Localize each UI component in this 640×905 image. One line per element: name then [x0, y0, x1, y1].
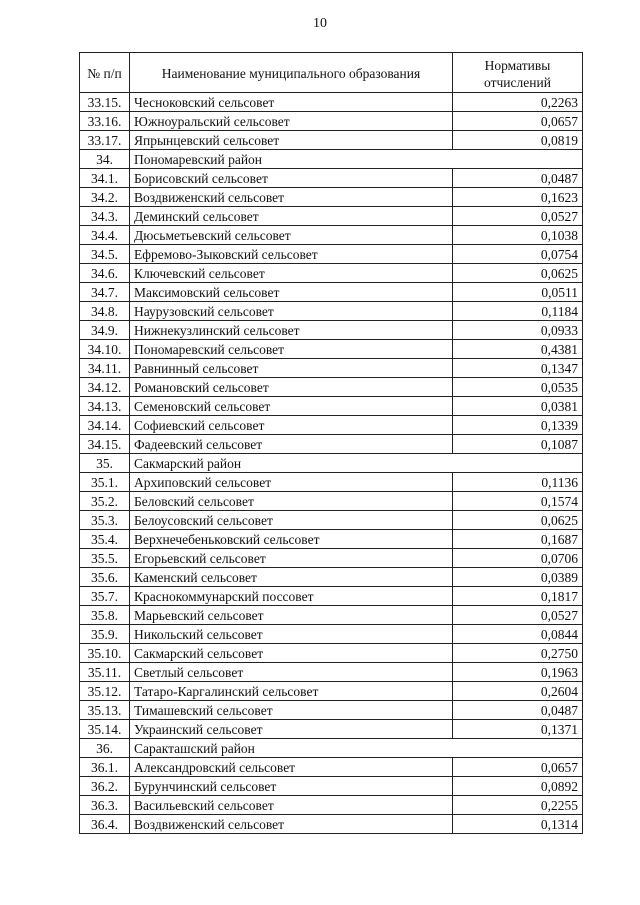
row-number: 34.3.: [80, 207, 130, 226]
municipality-name: Равнинный сельсовет: [130, 359, 453, 378]
norm-value: [453, 454, 583, 473]
norm-value: 0,2255: [453, 796, 583, 815]
municipality-name: Семеновский сельсовет: [130, 397, 453, 416]
norm-value: 0,0657: [453, 112, 583, 131]
header-row: [80, 53, 583, 93]
row-number: 35.7.: [80, 587, 130, 606]
norm-value: 0,0527: [453, 606, 583, 625]
row-number: 34.7.: [80, 283, 130, 302]
row-number: 34.1.: [80, 169, 130, 188]
municipality-name: Александровский сельсовет: [130, 758, 453, 777]
norm-value: 0,0657: [453, 758, 583, 777]
municipality-name: Белоусовский сельсовет: [130, 511, 453, 530]
municipality-name: Борисовский сельсовет: [130, 169, 453, 188]
row-number: 33.17.: [80, 131, 130, 150]
table-row: [80, 568, 583, 587]
row-number: 34.4.: [80, 226, 130, 245]
norm-value: 0,1817: [453, 587, 583, 606]
table-row: [80, 226, 583, 245]
norm-value: 0,1963: [453, 663, 583, 682]
municipality-name: Ключевский сельсовет: [130, 264, 453, 283]
table-row: [80, 359, 583, 378]
municipality-name: Софиевский сельсовет: [130, 416, 453, 435]
municipality-name: Ефремово-Зыковский сельсовет: [130, 245, 453, 264]
norm-value: 0,1087: [453, 435, 583, 454]
table-row: [80, 587, 583, 606]
table-row: [80, 207, 583, 226]
row-number: 34.15.: [80, 435, 130, 454]
norm-value: 0,0389: [453, 568, 583, 587]
municipality-name: Архиповский сельсовет: [130, 473, 453, 492]
row-number: 33.15.: [80, 93, 130, 112]
table-row: [80, 397, 583, 416]
page-number: 10: [313, 16, 327, 31]
district-name: Пономаревский район: [130, 150, 453, 169]
municipality-name: Воздвиженский сельсовет: [130, 188, 453, 207]
norm-value: 0,0819: [453, 131, 583, 150]
table-row: [80, 530, 583, 549]
district-name: Сакмарский район: [130, 454, 453, 473]
norm-value: 0,1371: [453, 720, 583, 739]
municipality-name: Каменский сельсовет: [130, 568, 453, 587]
municipality-name: Татаро-Каргалинский сельсовет: [130, 682, 453, 701]
table-row: [80, 169, 583, 188]
row-number: 34.11.: [80, 359, 130, 378]
municipality-name: Украинский сельсовет: [130, 720, 453, 739]
norm-value: 0,0511: [453, 283, 583, 302]
municipality-name: Романовский сельсовет: [130, 378, 453, 397]
municipality-name: Васильевский сельсовет: [130, 796, 453, 815]
row-number: 36.2.: [80, 777, 130, 796]
table-row: [80, 188, 583, 207]
municipality-name: Марьевский сельсовет: [130, 606, 453, 625]
municipality-name: Никольский сельсовет: [130, 625, 453, 644]
table-row: [80, 378, 583, 397]
norm-value: 0,4381: [453, 340, 583, 359]
row-number: 35.1.: [80, 473, 130, 492]
row-number: 34.9.: [80, 321, 130, 340]
row-number: 35.14.: [80, 720, 130, 739]
table-row: [80, 701, 583, 720]
municipality-name: Деминский сельсовет: [130, 207, 453, 226]
table-row: [80, 283, 583, 302]
table-row: [80, 473, 583, 492]
table-row: [80, 131, 583, 150]
norm-value: 0,1687: [453, 530, 583, 549]
header-num: № п/п: [80, 53, 130, 93]
row-number: 34.10.: [80, 340, 130, 359]
table-row: [80, 606, 583, 625]
norm-value: [453, 150, 583, 169]
municipality-name: Наурузовский сельсовет: [130, 302, 453, 321]
table-row: [80, 549, 583, 568]
norm-value: 0,1038: [453, 226, 583, 245]
norm-value: 0,1347: [453, 359, 583, 378]
table-row: [80, 796, 583, 815]
norm-value: 0,0892: [453, 777, 583, 796]
municipality-name: Краснокоммунарский поссовет: [130, 587, 453, 606]
row-number: 35.: [80, 454, 130, 473]
municipality-name: Япрынцевский сельсовет: [130, 131, 453, 150]
table-row: [80, 720, 583, 739]
row-number: 35.13.: [80, 701, 130, 720]
municipality-name: Пономаревский сельсовет: [130, 340, 453, 359]
municipality-name: Воздвиженский сельсовет: [130, 815, 453, 834]
norms-table: [79, 52, 583, 834]
header-value: Нормативы отчислений: [453, 53, 583, 93]
norm-value: 0,0527: [453, 207, 583, 226]
row-number: 34.5.: [80, 245, 130, 264]
row-number: 34.6.: [80, 264, 130, 283]
municipality-name: Чесноковский сельсовет: [130, 93, 453, 112]
district-name: Саракташский район: [130, 739, 453, 758]
table-row: [80, 321, 583, 340]
row-number: 35.9.: [80, 625, 130, 644]
table-row: [80, 644, 583, 663]
norm-value: 0,1574: [453, 492, 583, 511]
norm-value: 0,2263: [453, 93, 583, 112]
table-row: [80, 663, 583, 682]
row-number: 36.1.: [80, 758, 130, 777]
district-row: [80, 454, 583, 473]
norm-value: 0,1314: [453, 815, 583, 834]
table-row: [80, 625, 583, 644]
municipality-name: Нижнекузлинский сельсовет: [130, 321, 453, 340]
header-name: Наименование муниципального образования: [130, 53, 453, 93]
row-number: 35.8.: [80, 606, 130, 625]
table-row: [80, 112, 583, 131]
row-number: 35.4.: [80, 530, 130, 549]
table-row: [80, 302, 583, 321]
norm-value: 0,0844: [453, 625, 583, 644]
row-number: 35.3.: [80, 511, 130, 530]
municipality-name: Южноуральский сельсовет: [130, 112, 453, 131]
municipality-name: Светлый сельсовет: [130, 663, 453, 682]
table-row: [80, 492, 583, 511]
norm-value: [453, 739, 583, 758]
row-number: 35.11.: [80, 663, 130, 682]
municipality-name: Егорьевский сельсовет: [130, 549, 453, 568]
row-number: 35.5.: [80, 549, 130, 568]
district-row: [80, 739, 583, 758]
norm-value: 0,0487: [453, 169, 583, 188]
municipality-name: Тимашевский сельсовет: [130, 701, 453, 720]
row-number: 33.16.: [80, 112, 130, 131]
table-row: [80, 416, 583, 435]
table-row: [80, 264, 583, 283]
row-number: 36.: [80, 739, 130, 758]
norm-value: 0,0487: [453, 701, 583, 720]
table-row: [80, 758, 583, 777]
norm-value: 0,0706: [453, 549, 583, 568]
norm-value: 0,0535: [453, 378, 583, 397]
table-row: [80, 777, 583, 796]
municipality-name: Беловский сельсовет: [130, 492, 453, 511]
table-row: [80, 93, 583, 112]
row-number: 35.12.: [80, 682, 130, 701]
table-row: [80, 815, 583, 834]
row-number: 34.12.: [80, 378, 130, 397]
row-number: 35.10.: [80, 644, 130, 663]
row-number: 34.8.: [80, 302, 130, 321]
norm-value: 0,1136: [453, 473, 583, 492]
table-header: [80, 53, 583, 93]
municipality-name: Бурунчинский сельсовет: [130, 777, 453, 796]
municipality-name: Верхнечебеньковский сельсовет: [130, 530, 453, 549]
municipality-name: Дюсьметьевский сельсовет: [130, 226, 453, 245]
table-row: [80, 340, 583, 359]
norm-value: 0,0625: [453, 264, 583, 283]
row-number: 34.13.: [80, 397, 130, 416]
norm-value: 0,0625: [453, 511, 583, 530]
row-number: 36.3.: [80, 796, 130, 815]
norm-value: 0,0754: [453, 245, 583, 264]
norm-value: 0,2750: [453, 644, 583, 663]
table-row: [80, 682, 583, 701]
table-row: [80, 245, 583, 264]
table-row: [80, 435, 583, 454]
table-body: [80, 93, 583, 834]
district-row: [80, 150, 583, 169]
row-number: 34.14.: [80, 416, 130, 435]
row-number: 36.4.: [80, 815, 130, 834]
norm-value: 0,1184: [453, 302, 583, 321]
row-number: 35.2.: [80, 492, 130, 511]
row-number: 34.: [80, 150, 130, 169]
norm-value: 0,1339: [453, 416, 583, 435]
municipality-name: Сакмарский сельсовет: [130, 644, 453, 663]
municipality-name: Фадеевский сельсовет: [130, 435, 453, 454]
norm-value: 0,2604: [453, 682, 583, 701]
row-number: 34.2.: [80, 188, 130, 207]
row-number: 35.6.: [80, 568, 130, 587]
municipality-name: Максимовский сельсовет: [130, 283, 453, 302]
table-row: [80, 511, 583, 530]
norm-value: 0,0381: [453, 397, 583, 416]
norm-value: 0,0933: [453, 321, 583, 340]
norm-value: 0,1623: [453, 188, 583, 207]
